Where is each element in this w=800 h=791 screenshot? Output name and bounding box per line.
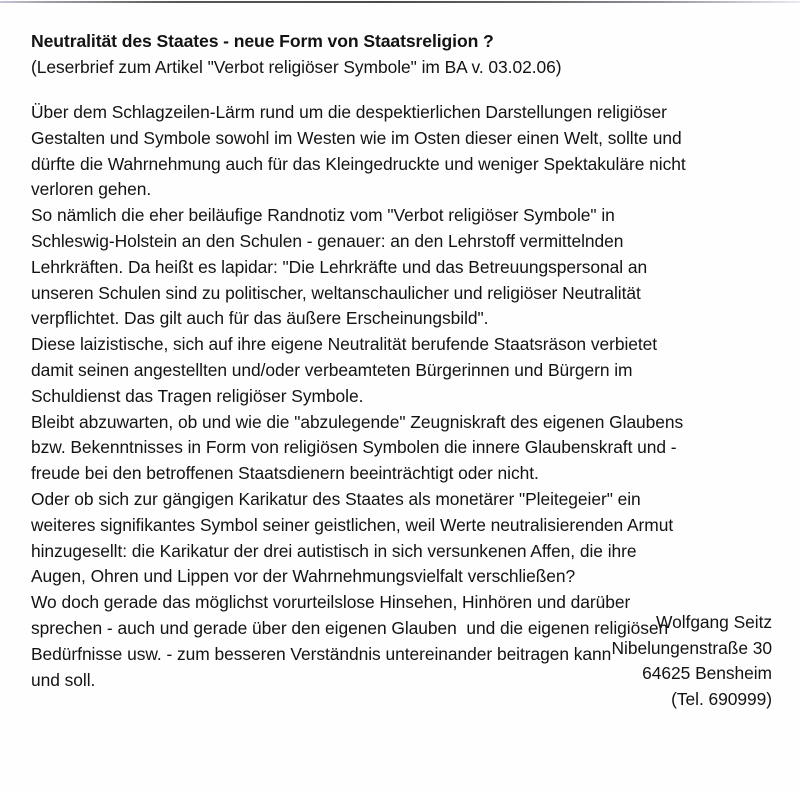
body-line: Schleswig-Holstein an den Schulen - genauer: an den Lehrstoff vermittelnden	[31, 230, 624, 251]
body-line: Wo doch gerade das möglichst vorurteilslose Hinsehen, Hinhören und darüber	[31, 592, 631, 613]
signature-phone: (Tel. 690999)	[671, 688, 772, 709]
body-line: Oder ob sich zur gängigen Karikatur des Staates als monetärer "Pleitegeier" ein	[31, 488, 641, 509]
scan-edge-artifact	[0, 1, 800, 3]
body-line: dürfte die Wahrnehmung auch für das Kleingedruckte und weniger Spektakuläre nicht	[31, 153, 686, 174]
body-line: verpflichtet. Das gilt auch für das äußere Erscheinungsbild".	[31, 308, 489, 329]
title-body-spacer	[31, 80, 773, 100]
body-line: unseren Schulen sind zu politischer, weltanschaulicher und religiöser Neutralität	[31, 282, 641, 303]
page-title: Neutralität des Staates - neue Form von Staatsreligion ?	[31, 31, 494, 51]
body-line: Lehrkräften. Da heißt es lapidar: "Die Lehrkräfte und das Betreuungspersonal an	[31, 256, 648, 277]
body-line: Bleibt abzuwarten, ob und wie die "abzulegende" Zeugniskraft des eigenen Glaubens	[31, 411, 684, 432]
body-line: weiteres signifikantes Symbol seiner geistlichen, weil Werte neutralisierenden Armut	[31, 514, 674, 535]
body-line: Diese laizistische, sich auf ihre eigene Neutralität berufende Staatsräson verbietet	[31, 334, 658, 355]
body-line: Schuldienst das Tragen religiöser Symbole.	[31, 385, 364, 406]
signature-street: Nibelungenstraße 30	[611, 637, 772, 658]
body-line: damit seinen angestellten und/oder verbeamteten Bürgerinnen und Bürgern im	[31, 359, 633, 380]
body-line: So nämlich die eher beiläufige Randnotiz vom "Verbot religiöser Symbole" in	[31, 205, 615, 226]
signature-block	[31, 610, 772, 712]
letter-body	[31, 100, 773, 693]
signature-name: Wolfgang Seitz	[656, 612, 772, 632]
signature-city: 64625 Bensheim	[642, 663, 772, 684]
body-line: Bedürfnisse usw. - zum besseren Verständnis untereinander beitragen kann	[31, 643, 612, 664]
body-line: sprechen - auch und gerade über den eigenen Glauben und die eigenen religiösen	[31, 617, 669, 638]
body-line: und soll.	[31, 669, 96, 690]
letter-text-block	[31, 28, 773, 693]
body-line: bzw. Bekenntnisses in Form von religiösen Symbolen die innere Glaubenskraft und -	[31, 437, 677, 458]
page-subtitle: (Leserbrief zum Artikel "Verbot religiöser Symbole" im BA v. 03.02.06)	[31, 57, 562, 77]
body-line: Gestalten und Symbole sowohl im Westen wie im Osten dieser einen Welt, sollte und	[31, 127, 682, 148]
body-line: freude bei den betroffenen Staatsdienern beeinträchtigt oder nicht.	[31, 463, 539, 484]
body-line: Augen, Ohren und Lippen vor der Wahrnehmungsvielfalt verschließen?	[31, 566, 576, 587]
body-line: hinzugesellt: die Karikatur der drei autistisch in sich versunkenen Affen, die ihre	[31, 540, 637, 561]
body-line: Über dem Schlagzeilen-Lärm rund um die despektierlichen Darstellungen religiöser	[31, 102, 667, 122]
body-line: verloren gehen.	[31, 179, 152, 200]
